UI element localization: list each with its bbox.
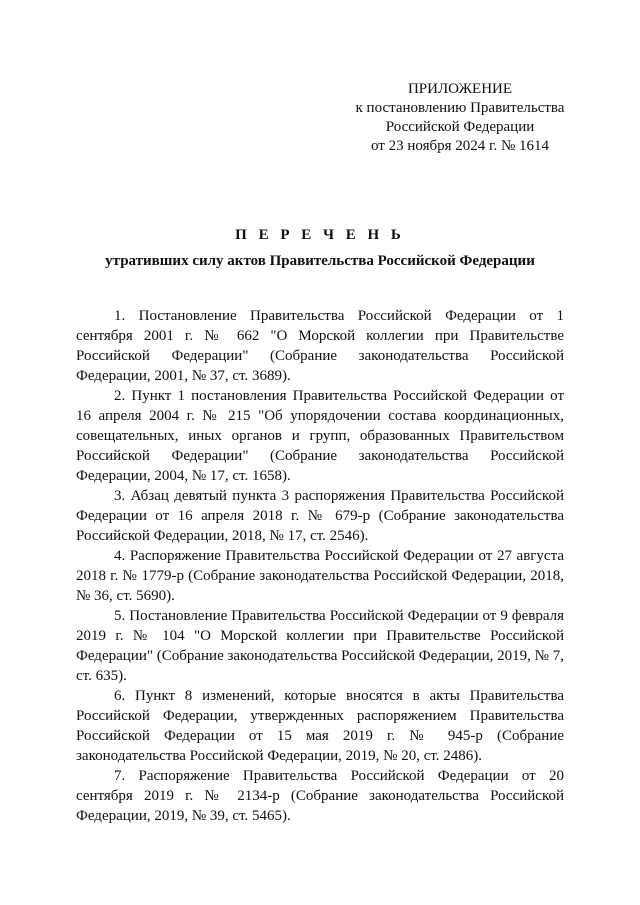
list-item: 3. Абзац девятый пункта 3 распоряжения Правительства Российской Федерации от 16 апреля 2018 г. № 679-р (Собрание законодательства Российской Федерации, 2018, № 17, ст. 2546). <box>76 488 564 544</box>
appendix-federation-line: Российской Федерации <box>385 119 535 135</box>
list-item: 5. Постановление Правительства Российской Федерации от 9 февраля 2019 г. № 104 "О Морской коллегии при Правительстве Российской Федерации" (Собрание законодательства Российской Федерации, 2019, № 7, ст. 635). <box>76 608 564 684</box>
list-item: 7. Распоряжение Правительства Российской Федерации от 20 сентября 2019 г. № 2134-р (Собрание законодательства Российской Федерации, 2019, № 39, ст. 5465). <box>76 768 564 824</box>
list-item: 1. Постановление Правительства Российской Федерации от 1 сентября 2001 г. № 662 "О Морской коллегии при Правительстве Российской Федерации" (Собрание законодательства Российской Федерации, 2001, № 37, ст. 3689). <box>76 308 564 384</box>
acts-list <box>76 306 564 826</box>
document-subtitle: утративших силу актов Правительства Российской Федерации <box>105 253 535 269</box>
list-item: 2. Пункт 1 постановления Правительства Российской Федерации от 16 апреля 2004 г. № 215 "Об упорядочении состава координационных, совещательных, иных органов и групп, образованных Правительством Российской Федерации" (Собрание законодательства Российской Федерации, 2004, № 17, ст. 1658). <box>76 388 564 484</box>
appendix-date-line: от 23 ноября 2024 г. № 1614 <box>370 138 550 154</box>
list-item: 6. Пункт 8 изменений, которые вносятся в акты Правительства Российской Федерации, утвержденных распоряжением Правительства Российской Федерации от 15 мая 2019 г. № 945-р (Собрание законодательства Российской Федерации, 2019, № 20, ст. 2486). <box>76 688 564 764</box>
appendix-label: ПРИЛОЖЕНИЕ <box>407 81 513 97</box>
appendix-resolution-line: к постановлению Правительства <box>355 100 565 116</box>
list-item: 4. Распоряжение Правительства Российской Федерации от 27 августа 2018 г. № 1779-р (Собрание законодательства Российской Федерации, 2018, № 36, ст. 5690). <box>76 548 564 604</box>
document-title: П Е Р Е Ч Е Н Ь <box>235 227 405 243</box>
appendix-block <box>330 80 590 156</box>
